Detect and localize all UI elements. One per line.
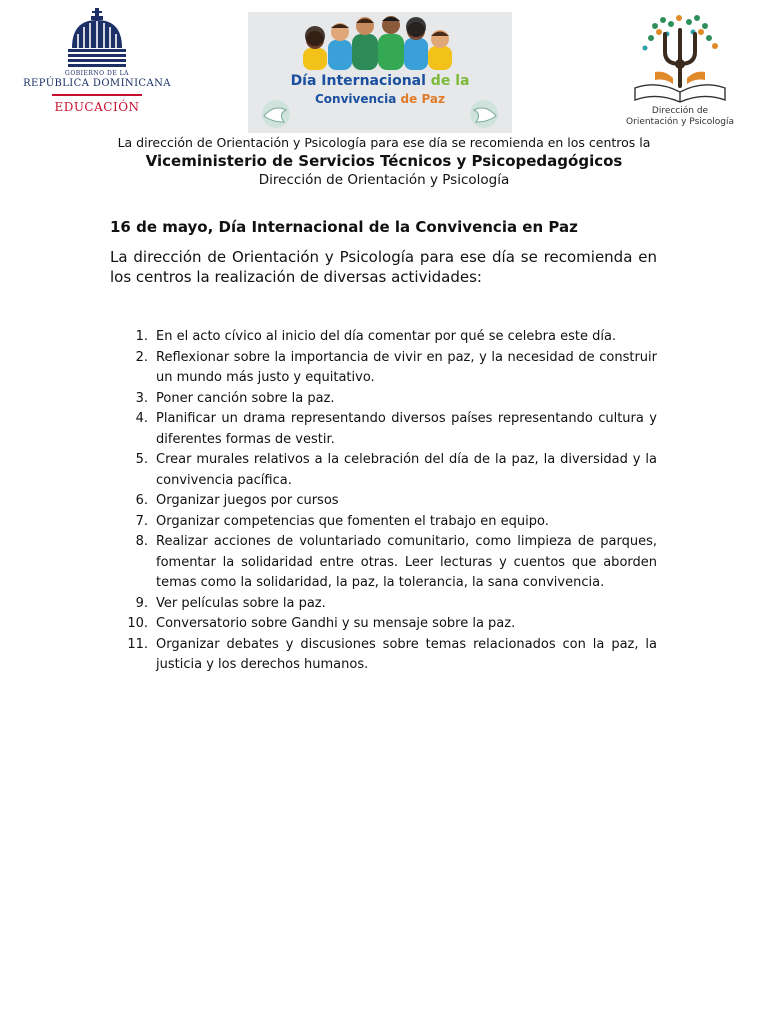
list-item-text: Ver películas sobre la paz.: [156, 595, 326, 611]
list-item-number: 6.: [135, 493, 148, 508]
logo-divider: [52, 94, 142, 96]
list-item-number: 11.: [127, 636, 148, 652]
activities-list: [110, 327, 657, 676]
list-item: [110, 532, 657, 594]
list-item: [110, 594, 657, 615]
list-item: [110, 409, 657, 450]
capitol-dome-icon: [64, 8, 130, 68]
orientacion-logo-caption: Dirección de Orientación y Psicología: [626, 106, 734, 127]
list-item-number: 8.: [135, 534, 148, 549]
list-item: [110, 327, 657, 348]
day-banner-image: [248, 12, 512, 133]
list-item: [110, 348, 657, 389]
list-item: [110, 614, 657, 635]
tree-book-icon: [615, 12, 745, 106]
list-item: [110, 450, 657, 491]
list-item-number: 5.: [135, 452, 148, 467]
list-item: [110, 491, 657, 512]
list-item-text: Poner canción sobre la paz.: [156, 390, 335, 406]
header-viceministerio: Viceministerio de Servicios Técnicos y Psicopedagógicos: [145, 152, 623, 170]
list-item: [110, 512, 657, 533]
list-item-number: 1.: [135, 329, 148, 344]
list-item-text: Realizar acciones de voluntariado comunitario, como limpieza de parques, fomentar la solidaridad entre otras. Leer lecturas y cuentos que aborden temas como la solidaridad, la paz, la tolerancia, la sana convivencia.: [156, 534, 657, 590]
list-item-text: En el acto cívico al inicio del día comentar por qué se celebra este día.: [156, 329, 617, 344]
list-item-text: Organizar juegos por cursos: [156, 493, 339, 508]
header-direccion: Dirección de Orientación y Psicología: [258, 172, 510, 188]
list-item-number: 7.: [135, 513, 148, 529]
list-item-number: 4.: [135, 411, 148, 426]
header-intro-line: La dirección de Orientación y Psicología para ese día se recomienda en los centros la: [117, 135, 651, 150]
list-item: [110, 635, 657, 676]
logo-republica-text: REPÚBLICA DOMINICANA: [23, 78, 171, 89]
list-item-number: 9.: [135, 595, 148, 611]
list-item-number: 10.: [127, 616, 148, 631]
list-item-text: Conversatorio sobre Gandhi y su mensaje sobre la paz.: [156, 616, 516, 631]
list-item-text: Reflexionar sobre la importancia de vivir en paz, y la necesidad de construir un mundo más justo y equitativo.: [156, 349, 657, 385]
list-item: [110, 389, 657, 410]
list-item-text: Organizar competencias que fomenten el trabajo en equipo.: [156, 513, 549, 529]
list-item-text: Organizar debates y discusiones sobre temas relacionados con la paz, la justicia y los derechos humanos.: [156, 636, 657, 672]
logo-gobierno-text: GOBIERNO DE LA: [65, 70, 129, 77]
banner-title: Día Internacional de la: [290, 73, 470, 89]
document-heading: 16 de mayo, Día Internacional de la Convivencia en Paz: [110, 218, 578, 236]
minerd-logo: [22, 8, 172, 118]
list-item-text: Crear murales relativos a la celebración del día de la paz, la diversidad y la convivencia pacífica.: [156, 452, 657, 488]
logo-educacion-text: EDUCACIÓN: [54, 100, 140, 114]
list-item-number: 3.: [135, 390, 148, 406]
list-item-text: Planificar un drama representando diversos países representando cultura y diferentes formas de vestir.: [156, 411, 657, 447]
banner-subtitle: Convivencia de Paz: [314, 92, 445, 106]
document-intro: La dirección de Orientación y Psicología para ese día se recomienda en los centros la realización de diversas actividades:: [110, 248, 657, 286]
list-item-number: 2.: [135, 349, 148, 365]
orientacion-logo: [615, 12, 745, 130]
